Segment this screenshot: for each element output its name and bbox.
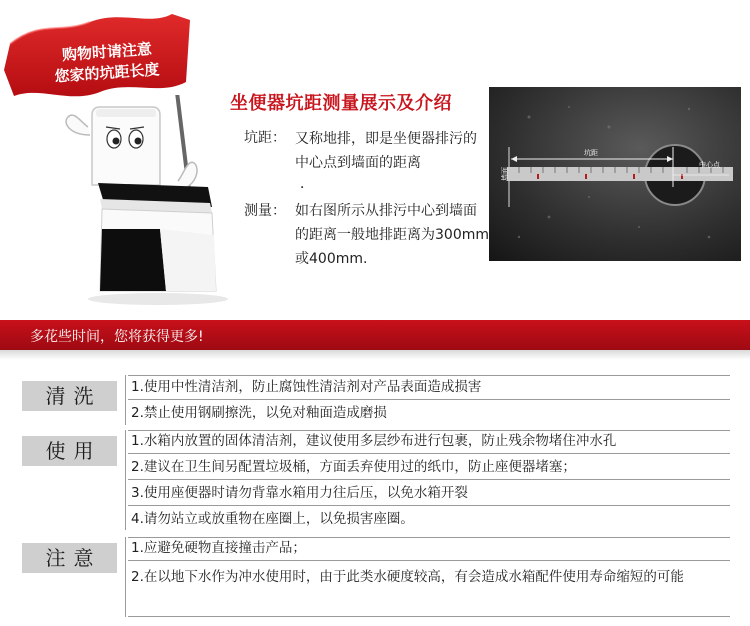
list-item: 2.建议在卫生间另配置垃圾桶，方面丢弃使用过的纸巾，防止座便器堵塞； [131, 459, 576, 475]
term-pit-distance-text: 又称地排，即是坐便器排污的中心点到墙面的距离 [295, 131, 477, 171]
intro-title: 坐便器坑距测量展示及介绍 [230, 93, 452, 114]
divider-horizontal [128, 399, 730, 400]
list-item: 1.应避免硬物直接撞击产品； [131, 540, 306, 556]
flag-text-line2: 您家的坑距长度 [53, 60, 160, 86]
divider-horizontal [128, 479, 730, 480]
divider-vertical [125, 430, 126, 530]
toilet-mascot-image [40, 95, 250, 310]
section-label-note: 注意 [22, 543, 117, 573]
list-item: 2.禁止使用钢刷擦洗，以免对釉面造成磨损 [131, 405, 387, 421]
divider-horizontal [128, 453, 730, 454]
term-measure-text: 如右图所示从排污中心到墙面的距离一般地排距离为300mm或400mm. [295, 203, 489, 267]
list-item: 1.使用中性清洁剂，防止腐蚀性清洁剂对产品表面造成损害 [131, 379, 482, 395]
divider-horizontal [128, 505, 730, 506]
section-label-clean: 清洗 [22, 381, 117, 411]
list-item: 3.使用座便器时请勿背靠水箱用力往后压，以免水箱开裂 [131, 485, 468, 501]
banner-shadow [0, 350, 750, 360]
divider-horizontal [128, 616, 730, 617]
divider-vertical [125, 537, 126, 617]
photo-label-wall: 墙面 [501, 167, 509, 181]
banner-text: 多花些时间，您将获得更多! [30, 329, 204, 345]
photo-label-kengju: 坑距 [584, 149, 598, 157]
term-pit-distance-label: 坑距： [244, 130, 286, 146]
section-label-use: 使用 [22, 436, 117, 466]
divider-vertical [125, 375, 126, 425]
flag-text-line1: 购物时请注意 [61, 39, 153, 65]
divider-horizontal [128, 430, 730, 431]
divider-horizontal [128, 375, 730, 376]
photo-label-center: 中心点 [699, 161, 720, 169]
list-item: 4.请勿站立或放重物在座圈上，以免损害座圈。 [131, 511, 414, 527]
pit-distance-photo [489, 87, 741, 261]
divider-horizontal [128, 560, 730, 561]
divider-horizontal [128, 537, 730, 538]
separator-dot: ． [300, 176, 314, 192]
red-banner [0, 320, 750, 350]
list-item: 1.水箱内放置的固体清洁剂，建议使用多层纱布进行包裹，防止残余物堵住冲水孔 [131, 433, 617, 449]
list-item: 2.在以地下水作为冲水使用时，由于此类水硬度较高，有会造成水箱配件使用寿命缩短的可能 [131, 569, 684, 585]
term-measure-label: 测量： [244, 203, 286, 219]
